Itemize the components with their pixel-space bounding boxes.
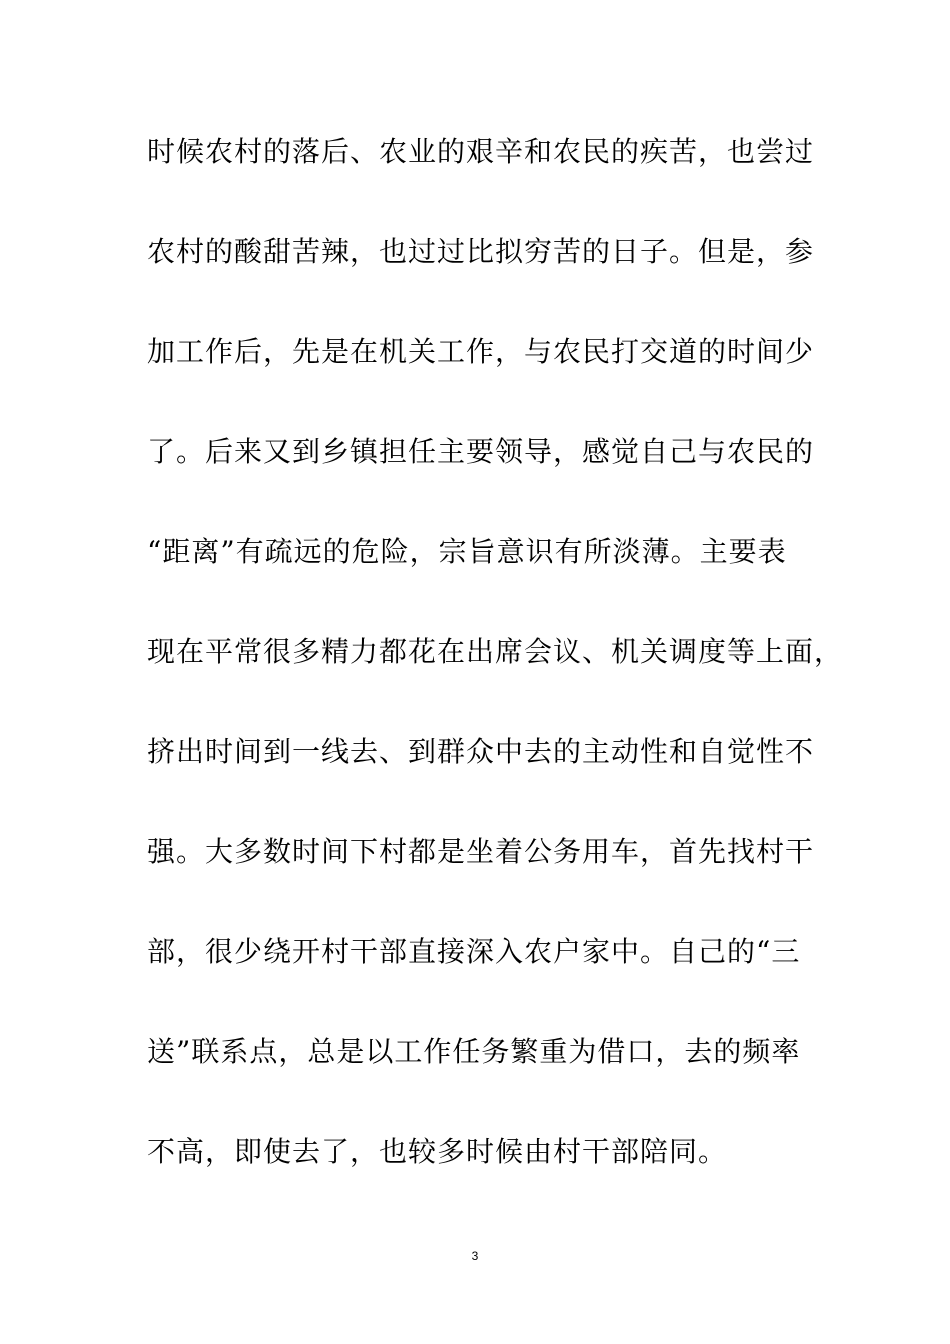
text-line-7: 挤出时间到一线去、到群众中去的主动性和自觉性不 <box>147 735 815 768</box>
text-line-4: 了。后来又到乡镇担任主要领导，感觉自己与农民的 <box>147 435 815 468</box>
text-line-3: 加工作后，先是在机关工作，与农民打交道的时间少 <box>147 335 815 368</box>
text-line-9: 部，很少绕开村干部直接深入农户家中。自己的“三 <box>147 935 801 968</box>
text-line-1: 时候农村的落后、农业的艰辛和农民的疾苦，也尝过 <box>147 135 815 168</box>
page-number: 3 <box>471 1249 479 1263</box>
body-paragraph <box>147 124 844 1224</box>
text-line-5: “距离”有疏远的危险，宗旨意识有所淡薄。主要表 <box>147 535 787 568</box>
text-line-11: 不高，即使去了，也较多时候由村干部陪同。 <box>147 1135 728 1168</box>
text-line-10: 送”联系点，总是以工作任务繁重为借口，去的频率 <box>147 1035 801 1068</box>
text-line-2: 农村的酸甜苦辣，也过过比拟穷苦的日子。但是，参 <box>147 235 815 268</box>
text-line-6: 现在平常很多精力都花在出席会议、机关调度等上面， <box>147 635 844 668</box>
text-line-8: 强。大多数时间下村都是坐着公务用车，首先找村干 <box>147 835 815 868</box>
